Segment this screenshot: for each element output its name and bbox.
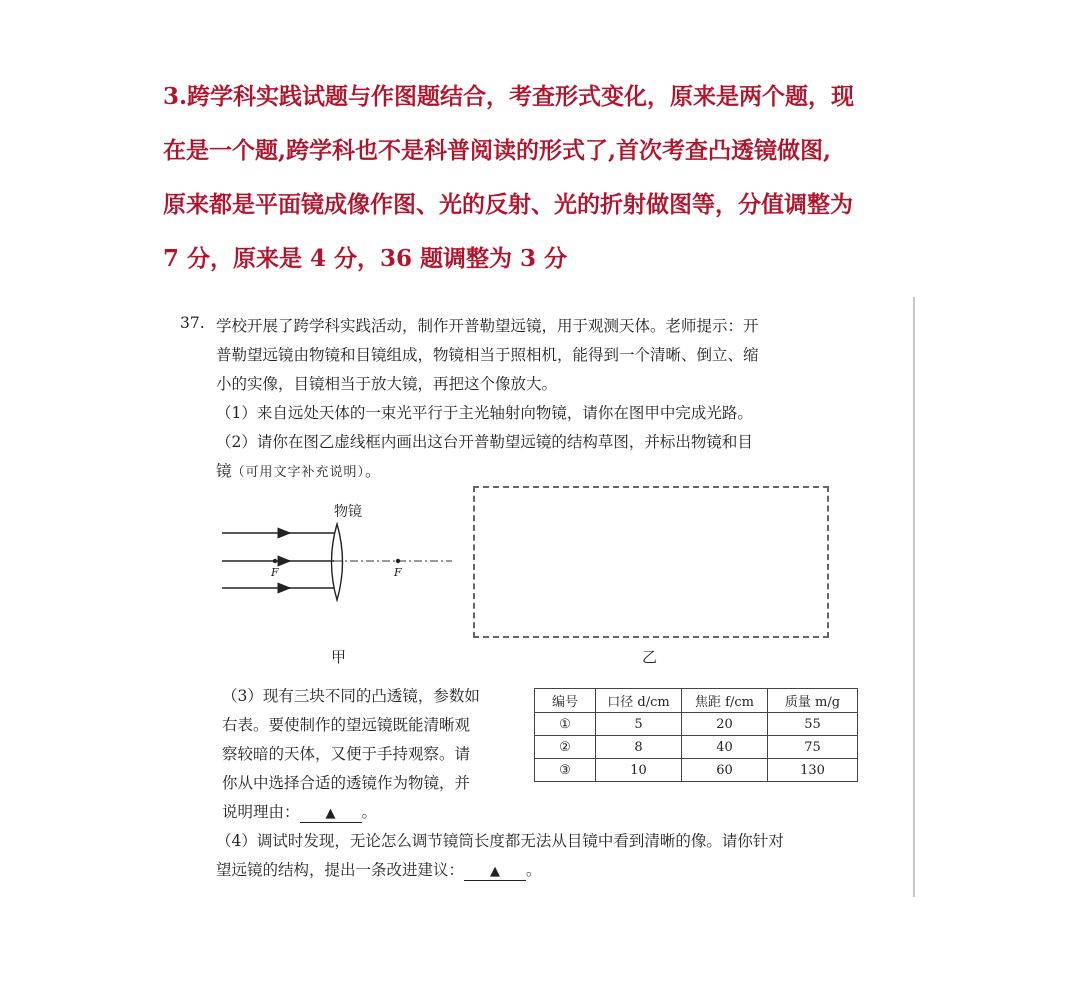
part-3-text: 你从中选择合适的透镜作为物镜，并 (222, 774, 471, 792)
table-cell: ② (535, 736, 596, 759)
answer-blank-4[interactable]: ▲ (464, 864, 526, 881)
table-header: 编号 (535, 689, 596, 713)
table-cell: 55 (768, 713, 858, 736)
table-header-row (535, 689, 858, 713)
question-stem-line: 普勒望远镜由物镜和目镜组成，物镜相当于照相机，能得到一个清晰、倒立、缩 (216, 346, 759, 364)
commentary-line: 3.跨学科实践试题与作图题结合，考查形式变化，原来是两个题，现 (163, 83, 855, 110)
commentary-line: 7 分，原来是 4 分，36 题调整为 3 分 (163, 245, 568, 272)
commentary-line: 在是一个题,跨学科也不是科普阅读的形式了,首次考查凸透镜做图, (163, 137, 832, 164)
part-2-text-end: 镜（可用文字补充说明）。 (216, 462, 381, 480)
question-stem-line: 学校开展了跨学科实践活动，制作开普勒望远镜，用于观测天体。老师提示：开 (216, 317, 759, 335)
part-3-text: 察较暗的天体，又便于手持观察。请 (222, 745, 471, 763)
question-stem-line: 小的实像，目镜相当于放大镜，再把这个像放大。 (216, 375, 558, 393)
part-3-text: 右表。要使制作的望远镜既能清晰观 (222, 716, 471, 734)
table-row (535, 713, 858, 736)
focal-point-right (396, 559, 400, 563)
table-cell: 75 (768, 736, 858, 759)
part-4-answer-line: 望远镜的结构，提出一条改进建议： ▲ 。 (216, 861, 542, 879)
answer-blank-3[interactable]: ▲ (300, 806, 362, 823)
focus-label-left: F (271, 566, 279, 579)
part-1-text: （1）来自远处天体的一束光平行于主光轴射向物镜，请你在图甲中完成光路。 (216, 404, 753, 422)
table-cell: 130 (768, 759, 858, 782)
table-cell: 40 (682, 736, 768, 759)
table-row (535, 736, 858, 759)
commentary-line: 原来都是平面镜成像作图、光的反射、光的折射做图等，分值调整为 (163, 191, 853, 218)
figure-caption-b: 乙 (642, 648, 658, 666)
table-header: 质量 m/g (768, 689, 858, 713)
lens-parameter-table (534, 688, 858, 782)
part-3-text: （3）现有三块不同的凸透镜，参数如 (222, 687, 480, 705)
part-2-text: （2）请你在图乙虚线框内画出这台开普勒望远镜的结构草图，并标出物镜和目 (216, 433, 753, 451)
part-2-note: （可用文字补充说明） (231, 465, 366, 480)
part-4-text: （4）调试时发现，无论怎么调节镜筒长度都无法从目镜中看到清晰的像。请你针对 (216, 832, 784, 850)
table-cell: 10 (596, 759, 682, 782)
table-cell: ③ (535, 759, 596, 782)
table-cell: ① (535, 713, 596, 736)
table-cell: 60 (682, 759, 768, 782)
focus-label-right: F (394, 566, 402, 579)
focal-point-left (273, 559, 277, 563)
question-number: 37. (180, 314, 205, 332)
table-cell: 5 (596, 713, 682, 736)
part-3-answer-line: 说明理由： ▲ 。 (222, 803, 378, 821)
drawing-box[interactable] (473, 486, 829, 638)
lens-label: 物镜 (334, 504, 362, 520)
figure-caption-a: 甲 (331, 648, 347, 666)
table-cell: 8 (596, 736, 682, 759)
table-header: 焦距 f/cm (682, 689, 768, 713)
table-row (535, 759, 858, 782)
table-cell: 20 (682, 713, 768, 736)
table-header: 口径 d/cm (596, 689, 682, 713)
